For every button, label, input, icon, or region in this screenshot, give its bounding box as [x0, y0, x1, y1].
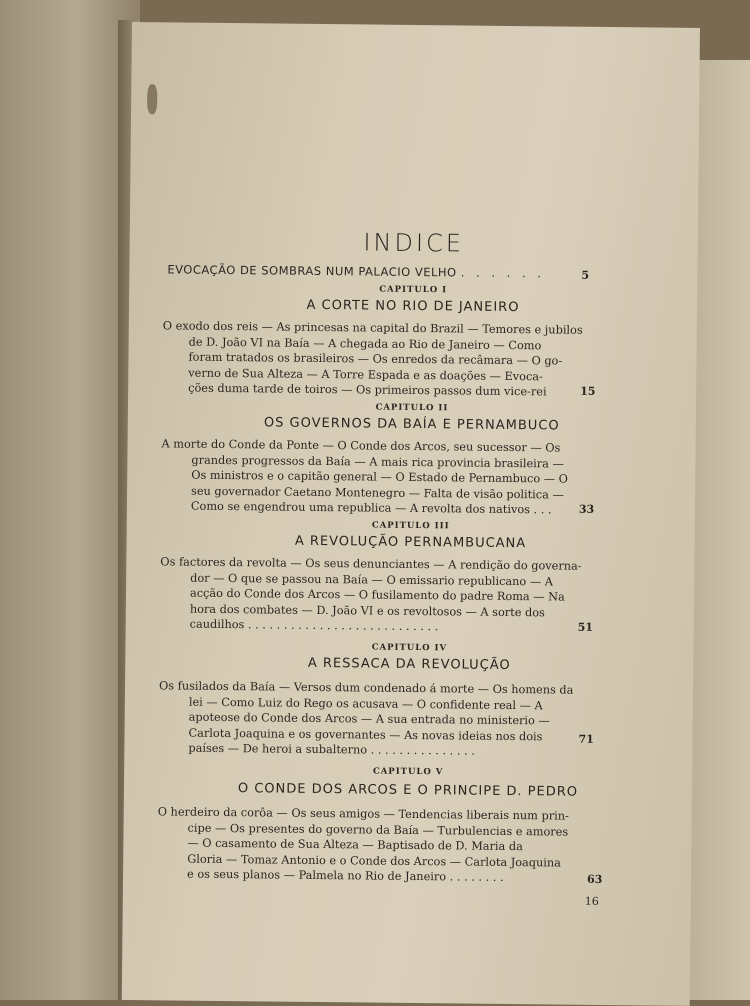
summary-line: — O casamento de Sua Alteza — Baptisado de D. Maria da: [187, 836, 523, 854]
summary-line: O herdeiro da corôa — Os seus amigos — Tendencias liberais num prin-: [157, 805, 569, 823]
summary-line: foram tratados os brasileiros — Os enredos da recâmara — O go-: [188, 350, 563, 368]
page-number: 51: [577, 620, 594, 634]
summary-line: hora dos combates — D. João VI e os revoltosos — A sorte dos: [189, 602, 545, 619]
summary-line: seu governador Caetano Montenegro — Falta de visão politica —: [191, 484, 564, 502]
paper-stain: [147, 84, 157, 114]
summary-line: Os factores da revolta — Os seus denunciantes — A rendição do governa-: [160, 555, 582, 573]
summary-line: acção do Conde dos Arcos — O fusilamento do padre Roma — Na: [189, 586, 565, 604]
summary-line: cipe — Os presentes do governo da Baía — Turbulencias e amores: [187, 821, 569, 839]
chapter-summary: [157, 804, 588, 886]
summary-line: O exodo dos reis — As princesas na capital do Brazil — Temores e jubilos: [162, 319, 583, 337]
summary-line: de D. João VI na Baía — A chegada ao Rio de Janeiro — Como: [188, 335, 542, 352]
page-number: 63: [586, 872, 603, 886]
page-footer-number: 16: [584, 894, 599, 908]
page-number: 5: [581, 268, 590, 282]
summary-line: Como se engendrou uma republica — A revolta dos nativos . . .: [190, 499, 552, 517]
chapter-summary: [158, 678, 579, 760]
page-number: 71: [578, 732, 594, 746]
entry-dots: . . . . . .: [460, 265, 546, 281]
chapter-heading: A CORTE NO RIO DE JANEIRO: [306, 297, 520, 316]
chapter-heading: A RESSACA DA REVOLUÇÃO: [307, 655, 511, 674]
chapter-heading: A REVOLUÇÃO PERNAMBUCANA: [294, 533, 527, 552]
chapter-label: CAPITULO II: [375, 402, 449, 414]
index-page: [122, 22, 700, 1006]
page-number: 15: [580, 384, 596, 398]
summary-line: lei — Como Luiz do Rego os acusava — O confidente real — A: [188, 695, 543, 712]
chapter-label: CAPITULO V: [372, 766, 444, 778]
summary-line: Os fusilados da Baía — Versos dum condenado á morte — Os homens da: [158, 679, 574, 697]
chapter-summary: [162, 318, 583, 400]
summary-line: dor — O que se passou na Baía — O emissario republicano — A: [190, 571, 553, 588]
summary-line: ções duma tarde de toiros — Os primeiros passos dum vice-rei: [188, 381, 547, 399]
chapter-label: CAPITULO I: [379, 284, 448, 296]
summary-line: Gloria — Tomaz Antonio e o Conde dos Arcos — Carlota Joaquina: [187, 852, 562, 870]
summary-line: apoteose do Conde dos Arcos — A sua entrada no ministerio —: [188, 710, 550, 728]
chapter-label: CAPITULO III: [371, 520, 450, 532]
page-number: 33: [578, 502, 595, 516]
summary-line: caudilhos . . . . . . . . . . . . . . . . . . . . . . . . . . .: [189, 617, 439, 634]
entry-title: EVOCAÇÃO DE SOMBRAS NUM PALACIO VELHO: [167, 262, 457, 280]
chapter-heading: O CONDE DOS ARCOS E O PRINCIPE D. PEDRO: [237, 781, 579, 800]
toc-entry-prologue: [167, 262, 607, 282]
summary-line: grandes progressos da Baía — A mais rica provincia brasileira —: [191, 453, 564, 471]
summary-line: países — De heroi a subalterno . . . . . . . . . . . . . . .: [188, 741, 475, 758]
page-title: INDICE: [363, 228, 465, 258]
chapter-label: CAPITULO IV: [371, 642, 448, 654]
chapter-heading: OS GOVERNOS DA BAÍA E PERNAMBUCO: [263, 415, 560, 434]
summary-line: Carlota Joaquina e os governantes — As novas ideias nos dois: [188, 726, 543, 743]
chapter-summary: [160, 554, 581, 636]
summary-line: verno de Sua Alteza — A Torre Espada e as doações — Evoca-: [188, 366, 543, 383]
chapter-summary: [161, 436, 582, 518]
summary-line: e os seus planos — Palmela no Rio de Janeiro . . . . . . . .: [187, 867, 504, 884]
summary-line: A morte do Conde da Ponte — O Conde dos Arcos, seu sucessor — Os: [161, 437, 561, 455]
summary-line: Os ministros e o capitão general — O Estado de Pernambuco — O: [191, 468, 569, 486]
